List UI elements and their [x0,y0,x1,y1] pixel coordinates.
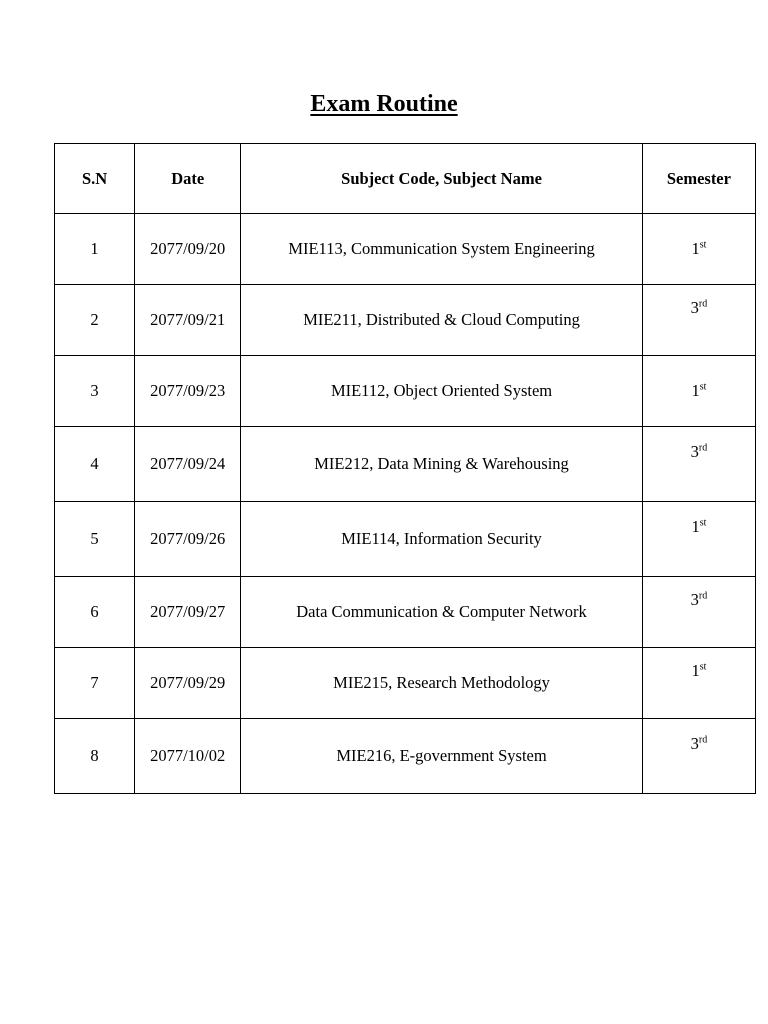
semester-number: 3 [690,442,699,461]
semester-number: 1 [691,661,700,680]
semester-number: 3 [690,298,699,317]
table-row [55,427,756,502]
semester-number: 1 [691,239,700,258]
semester-suffix: rd [698,298,708,310]
cell-date: 2077/09/23 [135,356,241,427]
cell-date: 2077/09/24 [135,427,241,502]
cell-semester [642,214,755,285]
table-header-row [55,144,756,214]
cell-sn: 5 [55,502,135,577]
table-row [55,648,756,719]
page-title: Exam Routine [310,91,458,117]
table-row [55,577,756,648]
cell-date: 2077/09/29 [135,648,241,719]
cell-semester [642,648,755,719]
table-row [55,285,756,356]
exam-routine-table [54,143,756,794]
cell-subject: MIE211, Distributed & Cloud Computing [241,285,643,356]
cell-sn: 3 [55,356,135,427]
semester-number: 3 [690,590,699,609]
cell-date: 2077/09/26 [135,502,241,577]
cell-date: 2077/10/02 [135,719,241,794]
cell-sn: 2 [55,285,135,356]
cell-sn: 7 [55,648,135,719]
cell-subject: MIE216, E-government System [241,719,643,794]
cell-semester [642,577,755,648]
semester-suffix: st [699,661,707,673]
cell-semester [642,502,755,577]
cell-sn: 8 [55,719,135,794]
cell-subject: MIE215, Research Methodology [241,648,643,719]
cell-date: 2077/09/20 [135,214,241,285]
cell-semester [642,356,755,427]
semester-number: 1 [691,517,700,536]
semester-suffix: st [699,239,707,251]
header-date: Date [135,144,241,214]
cell-subject: MIE112, Object Oriented System [241,356,643,427]
cell-semester [642,719,755,794]
header-semester: Semester [642,144,755,214]
semester-suffix: rd [698,734,708,746]
cell-date: 2077/09/27 [135,577,241,648]
table-row [55,719,756,794]
cell-sn: 6 [55,577,135,648]
cell-date: 2077/09/21 [135,285,241,356]
cell-semester [642,427,755,502]
cell-subject: MIE113, Communication System Engineering [241,214,643,285]
cell-subject: Data Communication & Computer Network [241,577,643,648]
cell-subject: MIE114, Information Security [241,502,643,577]
semester-suffix: rd [698,590,708,602]
semester-suffix: rd [698,442,708,454]
cell-subject: MIE212, Data Mining & Warehousing [241,427,643,502]
semester-suffix: st [699,517,707,529]
header-sn: S.N [55,144,135,214]
cell-sn: 1 [55,214,135,285]
table-row [55,502,756,577]
semester-suffix: st [699,381,707,393]
table-row [55,214,756,285]
semester-number: 3 [690,734,699,753]
table-row [55,356,756,427]
cell-sn: 4 [55,427,135,502]
cell-semester [642,285,755,356]
header-subject: Subject Code, Subject Name [241,144,643,214]
semester-number: 1 [691,381,700,400]
